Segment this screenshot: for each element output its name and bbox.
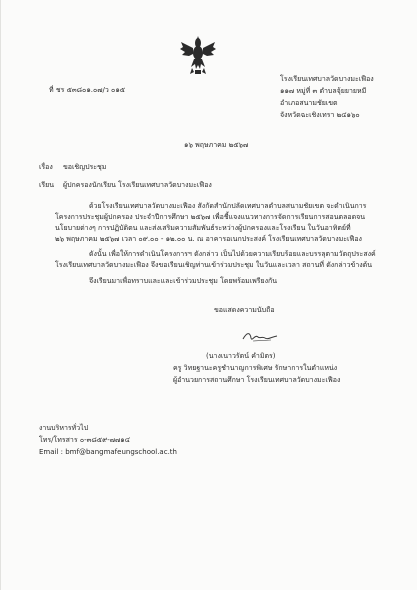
school-name: โรงเรียนเทศบาลวัดบางมะเฟือง [280, 75, 374, 83]
handwritten-signature-icon [241, 330, 279, 344]
address-line-2: อำเภอสนามชัยเขต [280, 99, 338, 107]
body-paragraph-2-line-2: โรงเรียนเทศบาลวัดบางมะเฟือง จึงขอเรียนเชิญท่านเข้าร่วมประชุม ในวันและเวลา สถานที่ ดังกล่าวข้างต้น [55, 261, 373, 269]
signer-title-line-1: ครู วิทยฐานะครูชำนาญการพิเศษ รักษาการในตำแหน่ง [173, 364, 338, 372]
address-line-1: ๑๑๗ หมู่ที่ ๓ ตำบลจุ้ยยายหมี [280, 87, 367, 95]
recipient-text: ผู้ปกครองนักเรียน โรงเรียนเทศบาลวัดบางมะเฟือง [63, 181, 212, 189]
body-paragraph-1-line-2: โครงการประชุมผู้ปกครอง ประจำปีการศึกษา ๒๕๖๗ เพื่อชี้แจงแนวทางการจัดการเรียนการสอนตลอดจน [55, 213, 366, 221]
body-paragraph-1-line-3: นโยบายต่างๆ การปฏิบัติตน และส่งเสริมความสัมพันธ์ระหว่างผู้ปกครองและโรงเรียน ในวันอาทิตย์ที่ [55, 224, 351, 232]
subject-label: เรื่อง [39, 163, 53, 171]
recipient-label: เรียน [39, 181, 55, 189]
footer-email: Email : bmf@bangmafeungschool.ac.th [39, 448, 177, 456]
subject-text: ขอเชิญประชุม [63, 163, 107, 171]
garuda-emblem-icon [179, 34, 217, 76]
reference-number: ที่ ชร ๕๓๘๐๑.๐๗/ว ๐๑๕ [49, 86, 126, 94]
closing-phrase: ขอแสดงความนับถือ [214, 306, 275, 314]
address-line-3: จังหวัดฉะเชิงเทรา ๒๔๑๖๐ [280, 111, 360, 119]
body-paragraph-1-line-4: ๒๖ พฤษภาคม ๒๕๖๗ เวลา ๐๙.๐๐ - ๑๒.๐๐ น. ณ อาคารอเนกประสงค์ โรงเรียนเทศบาลวัดบางมะเฟือง [55, 235, 362, 243]
footer-phone: โทร/โทรสาร ๐-๓๘๕๙-๗๗๑๔ [39, 436, 131, 444]
footer-department: งานบริหารทั่วไป [39, 424, 89, 432]
signer-title-line-2: ผู้อำนวยการสถานศึกษา โรงเรียนเทศบาลวัดบางมะเฟือง [173, 376, 341, 384]
letter-date: ๑๖ พฤษภาคม ๒๕๖๗ [184, 141, 249, 149]
body-paragraph-1-line-1: ด้วยโรงเรียนเทศบาลวัดบางมะเฟือง สังกัดสำนักปลัดเทศบาลตำบลสนามชัยเขต จะดำเนินการ [89, 202, 367, 210]
body-paragraph-2-line-1: ดังนั้น เพื่อให้การดำเนินโครงการฯ ดังกล่าว เป็นไปด้วยความเรียบร้อยและบรรลุตามวัตถุประสงค์ [89, 250, 376, 258]
body-paragraph-3: จึงเรียนมาเพื่อทราบและและเข้าร่วมประชุม โดยพร้อมเพรียงกัน [89, 277, 278, 285]
signer-name: (นางเนาวรัตน์ คำมิตร) [206, 352, 276, 360]
